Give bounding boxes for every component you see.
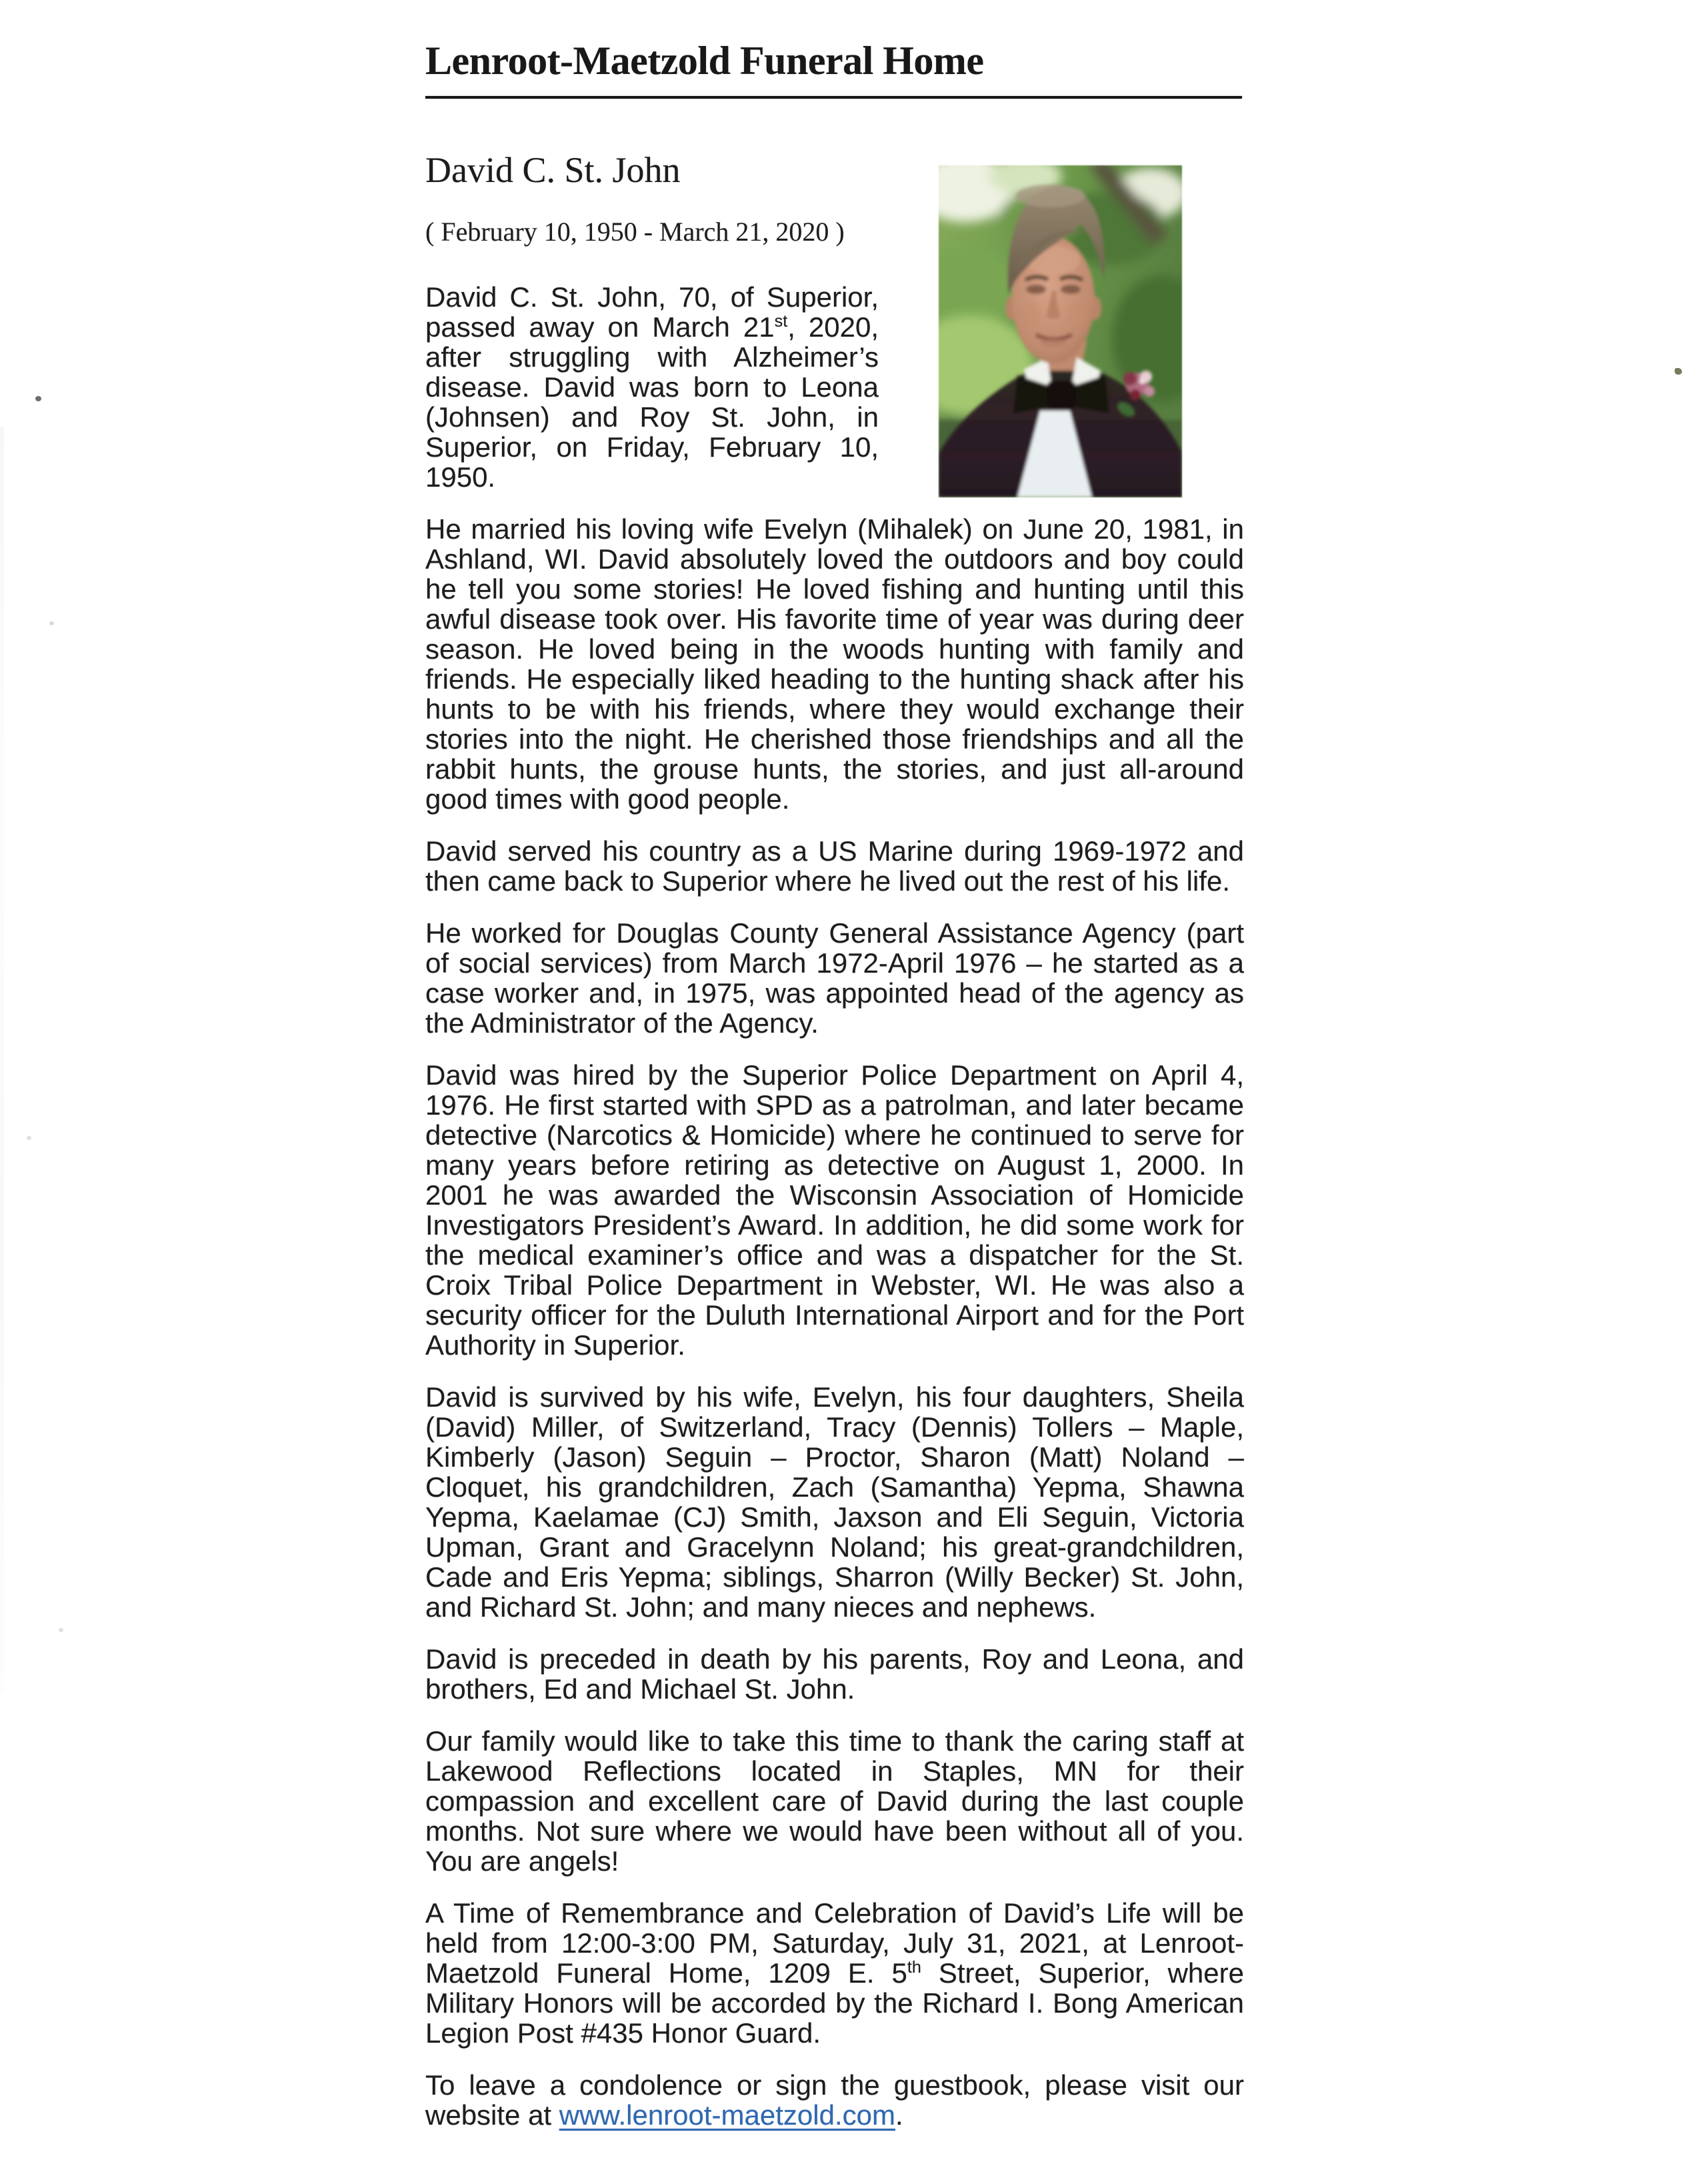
obituary-paragraph-5: David was hired by the Superior Police Department on April 4, 1976. He first started with SPD as a patrolman, and later became detective (Narcotics & Homicide) where he continued to serve for many years before retiring as detective on August 1, 2000. In 2001 he was awarded the Wisconsin Association of Homicide Investigators President’s Award. In addition, he did some work for the medical examiner’s office and was a dispatcher for the St. Croix Tribal Police Department in Webster, WI. He was also a security officer for the Duluth International Airport and for the Port Authority in Superior. (425, 1059, 1244, 1361)
obituary-paragraph-1: David C. St. John, 70, of Superior, passed away on March 21st, 2020, after struggling with Alzheimer’s disease. David was born to Leona (Johnsen) and Roy St. John, in Superior, on Friday, February 10, 1950. (425, 281, 879, 493)
scan-speck (1675, 368, 1682, 375)
deceased-name: David C. St. John (425, 150, 681, 190)
obituary-paragraph-3: David served his country as a US Marine during 1969-1972 and then came back to Superior where he lived out the rest of his life. (425, 835, 1244, 897)
obituary-paragraph-2: He married his loving wife Evelyn (Mihalek) on June 20, 1981, in Ashland, WI. David absolutely loved the outdoors and boy could he tell you some stories! He loved fishing and hunting until this awful disease took over. His favorite time of year was during deer season. He loved being in the woods hunting with family and friends. He especially liked heading to the hunting shack after his hunts to be with his friends, where they would exchange their stories into the night. He cherished those friendships and all the rabbit hunts, the grouse hunts, the stories, and just all-around good times with good people. (425, 513, 1244, 815)
scan-speck (35, 396, 41, 401)
obituary-paragraph-6: David is survived by his wife, Evelyn, his four daughters, Sheila (David) Miller, of Switzerland, Tracy (Dennis) Tollers – Maple, Kimberly (Jason) Seguin – Proctor, Sharon (Matt) Noland – Cloquet, his grandchildren, Zach (Samantha) Yepma, Shawna Yepma, Kaelamae (CJ) Smith, Jaxson and Eli Seguin, Victoria Upman, Grant and Gracelynn Noland; his great-grandchildren, Cade and Eris Yepma; siblings, Sharron (Willy Becker) St. John, and Richard St. John; and many nieces and nephews. (425, 1381, 1244, 1623)
obituary-paragraph-4: He worked for Douglas County General Assistance Agency (part of social services) from March 1972-April 1976 – he started as a case worker and, in 1975, was appointed head of the agency as the Administrator of the Agency. (425, 917, 1244, 1039)
scan-edge-smudge (0, 427, 4, 1693)
bow-tie (1013, 375, 1109, 413)
scan-speck (49, 621, 54, 625)
scan-speck (27, 1136, 31, 1140)
obituary-paragraph-7: David is preceded in death by his parents, Roy and Leona, and brothers, Ed and Michael St. John. (425, 1643, 1244, 1705)
website-link[interactable]: www.lenroot-maetzold.com (559, 2099, 895, 2131)
portrait-photo (939, 165, 1182, 497)
obituary-paragraph-9: A Time of Remembrance and Celebration of David’s Life will be held from 12:00-3:00 PM, Saturday, July 31, 2021, at Lenroot-Maetzold Funeral Home, 1209 E. 5th Street, Superior, where Military Honors will be accorded by the Richard I. Bong American Legion Post #435 Honor Guard. (425, 1897, 1244, 2049)
obituary-paragraph-8: Our family would like to take this time to thank the caring staff at Lakewood Reflections located in Staples, MN for their compassion and excellent care of David during the last couple months. Not sure where we would have been without all of you. You are angels! (425, 1725, 1244, 1877)
ordinal-superscript: st (774, 312, 788, 331)
header-divider (425, 96, 1242, 99)
obituary-paragraph-10: To leave a condolence or sign the guestbook, please visit our website at www.lenroot-maetzold.com. (425, 2069, 1244, 2131)
ordinal-superscript: th (907, 1958, 921, 1977)
obituary-text (425, 282, 1244, 2130)
scan-speck (59, 1628, 63, 1632)
life-dates: ( February 10, 1950 - March 21, 2020 ) (425, 217, 845, 247)
funeral-home-title: Lenroot-Maetzold Funeral Home (425, 39, 984, 83)
